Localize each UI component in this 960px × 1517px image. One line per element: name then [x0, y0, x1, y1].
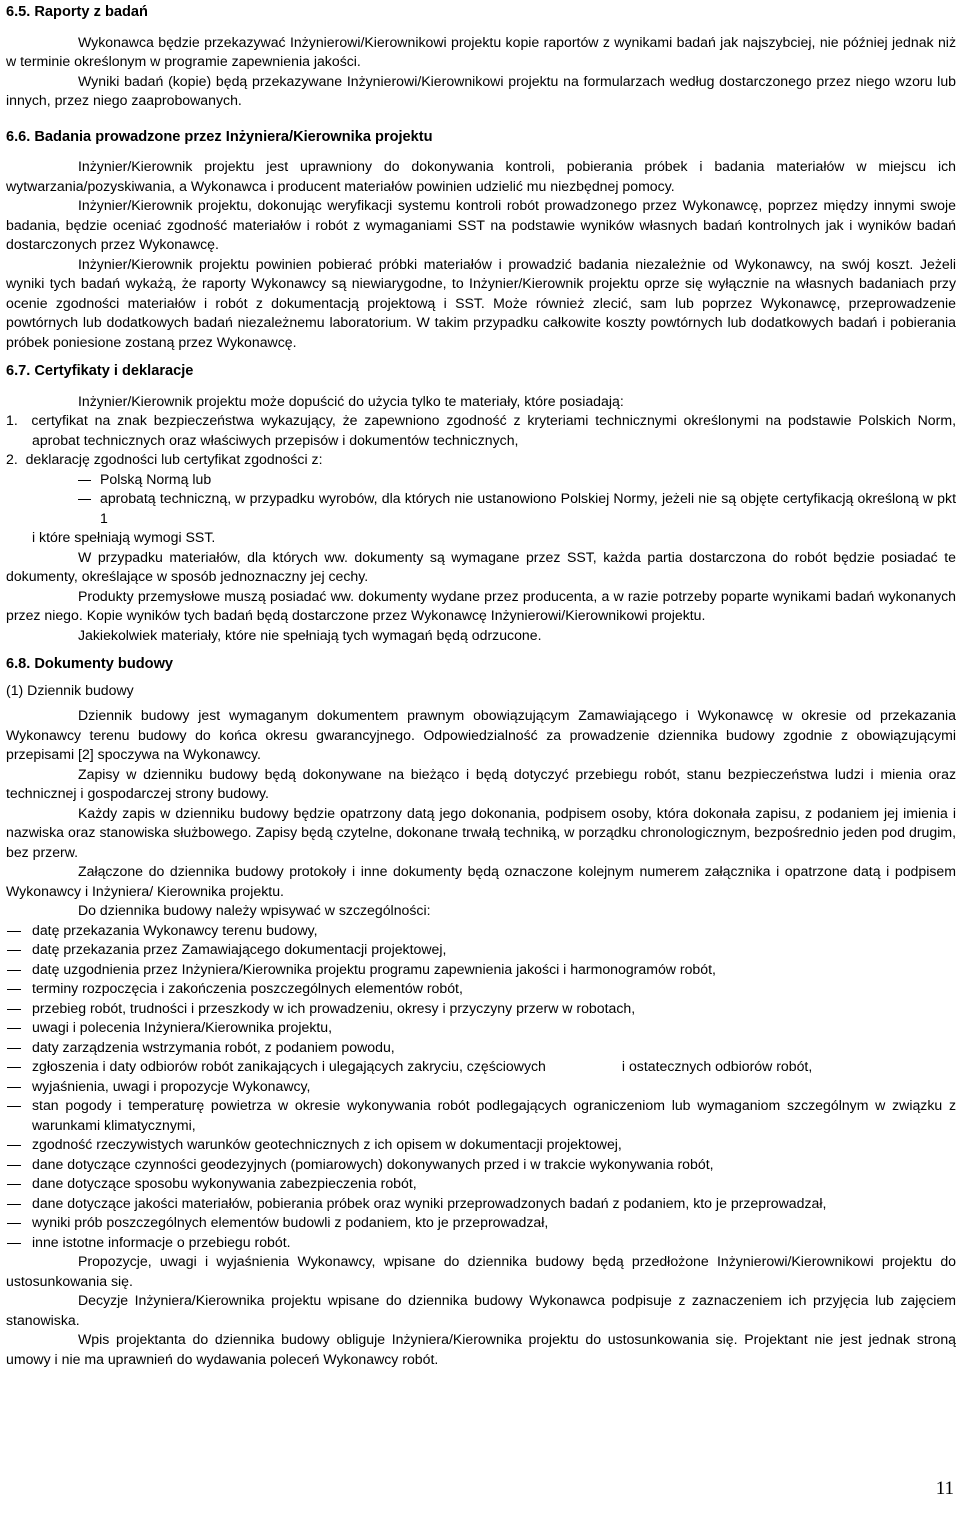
- diary-entry-list: [6, 921, 956, 1253]
- section-6-7-item-2: 2. deklarację zgodności lub certyfikat zgodności z:: [6, 451, 323, 467]
- list-item: datę przekazania Wykonawcy terenu budowy,: [6, 921, 956, 941]
- section-6-8-paragraph-1: Dziennik budowy jest wymaganym dokumentem prawnym obowiązującym Zamawiającego i Wykonawcę w okresie od przekazania Wykonawcy terenu budowy do końca okresu gwarancyjnego. Odpowiedzialność za prowadzenie dziennika budowy zgodnie z obowiązującymi przepisami [2] spoczywa na Wykonawcy.: [6, 707, 956, 762]
- list-item: dane dotyczące sposobu wykonywania zabezpieczenia robót,: [6, 1174, 956, 1194]
- list-item: wyjaśnienia, uwagi i propozycje Wykonawcy,: [6, 1077, 956, 1097]
- list-item: przebieg robót, trudności i przeszkody w ich prowadzeniu, okresy i przyczyny przerw w robotach,: [6, 999, 956, 1019]
- list-item: uwagi i polecenia Inżyniera/Kierownika projektu,: [6, 1018, 956, 1038]
- list-item: stan pogody i temperaturę powietrza w okresie wykonywania robót podlegających ograniczeniom lub wymaganiom szczególnym w związku z warunkami klimatycznymi,: [6, 1096, 956, 1135]
- section-6-8-paragraph-7: Decyzje Inżyniera/Kierownika projektu wpisane do dziennika budowy Wykonawca podpisuje z zaznaczeniem ich przyjęcia lub zajęciem stanowiska.: [6, 1292, 956, 1328]
- page-number: 11: [935, 1478, 954, 1499]
- section-6-5-paragraph-2: Wyniki badań (kopie) będą przekazywane Inżynierowi/Kierownikowi projektu na formularzach według dostarczonego przez niego wzoru lub innych, przez niego zaaprobowanych.: [6, 72, 956, 108]
- section-6-5-heading: 6.5. Raporty z badań: [6, 4, 148, 20]
- section-6-7-subitem-2: aprobatą techniczną, w przypadku wyrobów, dla których nie ustanowiono Polskiej Normy, jeżeli nie są objęte certyfikacją określoną w pkt 1: [6, 489, 956, 528]
- section-6-7-item-1: 1. certyfikat na znak bezpieczeństwa wykazujący, że zapewniono zgodność z kryteriami technicznymi określonymi na podstawie Polskich Norm, aprobat technicznych oraz właściwych przepisów i dokumentów technicznych,: [6, 412, 956, 448]
- list-item: terminy rozpoczęcia i zakończenia poszczególnych elementów robót,: [6, 979, 956, 999]
- section-6-6-heading: 6.6. Badania prowadzone przez Inżyniera/Kierownika projektu: [6, 128, 433, 145]
- section-6-8-heading: 6.8. Dokumenty budowy: [6, 656, 174, 672]
- list-item: zgodność rzeczywistych warunków geotechnicznych z ich opisem w dokumentacji projektowej,: [6, 1135, 956, 1155]
- list-item-text: zgłoszenia i daty odbiorów robót zanikających i ulegających zakryciu, częściowych: [32, 1058, 546, 1074]
- section-6-7-subitem-1: Polską Normą lub: [6, 470, 956, 490]
- section-6-7-paragraph-2: Produkty przemysłowe muszą posiadać ww. dokumenty wydane przez producenta, a w razie potrzeby poparte wynikami badań wykonanych przez niego. Kopie wyników tych badań będą dostarczone przez Wykonawcę Inżynierowi/Kierownikowi projektu.: [6, 587, 956, 623]
- list-item: inne istotne informacje o przebiegu robót.: [6, 1233, 956, 1253]
- section-6-8-paragraph-3: Każdy zapis w dzienniku budowy będzie opatrzony datą jego dokonania, podpisem osoby, która dokonała zapisu, z podaniem jej imienia i nazwiska oraz stanowiska służbowego. Zapisy będą czytelne, dokonane trwałą techniką, w porządku chronologicznym, bezpośrednio jeden pod drugim, bez przerw.: [6, 804, 956, 860]
- section-6-6-paragraph-2: Inżynier/Kierownik projektu, dokonując weryfikacji systemu kontroli robót prowadzonego przez Wykonawcę, poprzez między innymi swoje badania, będzie oceniać zgodność materiałów i robót z wymaganiami SST na podstawie wyników własnych badań kontrolnych jak i wyników badań dostarczonych przez Wykonawcę.: [6, 197, 956, 252]
- section-6-7-paragraph-1: W przypadku materiałów, dla których ww. dokumenty są wymagane przez SST, każda partia dostarczona do robót będzie posiadać te dokumenty, określające w sposób jednoznaczny jej cechy.: [6, 548, 956, 584]
- section-6-5-paragraph-1: Wykonawca będzie przekazywać Inżynierowi/Kierownikowi projektu kopie raportów z wynikami badań jak najszybciej, nie później jednak niż w terminie określonym w programie zapewnienia jakości.: [6, 33, 956, 69]
- section-6-8-subheading: (1) Dziennik budowy: [6, 681, 134, 698]
- list-item: datę przekazania przez Zamawiającego dokumentacji projektowej,: [6, 940, 956, 960]
- list-item: wyniki prób poszczególnych elementów budowli z podaniem, kto je przeprowadzał,: [6, 1213, 956, 1233]
- section-6-8-paragraph-2: Zapisy w dzienniku budowy będą dokonywane na bieżąco i będą dotyczyć przebiegu robót, stanu bezpieczeństwa ludzi i mienia oraz technicznej i gospodarczej strony budowy.: [6, 765, 956, 801]
- section-6-6-paragraph-1: Inżynier/Kierownik projektu jest uprawniony do dokonywania kontroli, pobierania próbek i badania materiałów w miejscu ich wytwarzania/pozyskiwania, a Wykonawca i producent materiałów powinien udzielić mu niezbędnej pomocy.: [6, 158, 956, 194]
- list-item: daty zarządzenia wstrzymania robót, z podaniem powodu,: [6, 1038, 956, 1058]
- section-6-8-paragraph-8: Wpis projektanta do dziennika budowy obliguje Inżyniera/Kierownika projektu do ustosunkowania się. Projektant nie jest jednak stroną umowy i nie ma uprawnień do wydawania poleceń Wykonawcy robót.: [6, 1331, 956, 1367]
- section-6-7-intro: Inżynier/Kierownik projektu może dopuścić do użycia tylko te materiały, które posiadają:: [78, 392, 624, 409]
- document-page: [6, 0, 956, 1369]
- section-6-7-tail: i które spełniają wymogi SST.: [32, 529, 216, 545]
- list-item: datę uzgodnienia przez Inżyniera/Kierownika projektu programu zapewnienia jakości i harmonogramów robót,: [6, 960, 956, 980]
- section-6-6-paragraph-3: Inżynier/Kierownik projektu powinien pobierać próbki materiałów i prowadzić badania niezależnie od Wykonawcy, na swój koszt. Jeżeli wyniki tych badań wykażą, że raporty Wykonawcy są niewiarygodne, to Inżynier/Kierownik projektu oprze się wyłącznie na własnych badaniach przy ocenie zgodności materiałów i robót z dokumentacją projektową i SST. Może również zlecić, sam lub poprzez Wykonawcę, przeprowadzenie powtórnych lub dodatkowych badań niezależnemu laboratorium. W takim przypadku całkowite koszty powtórnych lub dodatkowych badań i pobierania próbek poniesione zostaną przez Wykonawcę.: [6, 255, 956, 350]
- list-item-text-tail: i ostatecznych odbiorów robót,: [621, 1058, 813, 1074]
- list-item: dane dotyczące jakości materiałów, pobierania próbek oraz wyniki przeprowadzonych badań z podaniem, kto je przeprowadzał,: [6, 1194, 956, 1214]
- section-6-8-paragraph-5: Do dziennika budowy należy wpisywać w szczególności:: [78, 902, 431, 918]
- list-item: dane dotyczące czynności geodezyjnych (pomiarowych) dokonywanych przed i w trakcie wykonywania robót,: [6, 1155, 956, 1175]
- section-6-8-paragraph-4: Załączone do dziennika budowy protokoły i inne dokumenty będą oznaczone kolejnym numerem załącznika i opatrzone datą i podpisem Wykonawcy i Inżyniera/ Kierownika projektu.: [6, 863, 956, 899]
- list-item: [6, 1057, 956, 1077]
- section-6-8-paragraph-6: Propozycje, uwagi i wyjaśnienia Wykonawcy, wpisane do dziennika budowy będą przedłożone Inżynierowi/Kierownikowi projektu do ustosunkowania się.: [6, 1253, 956, 1289]
- section-6-7-heading: 6.7. Certyfikaty i deklaracje: [6, 363, 194, 379]
- section-6-7-paragraph-3: Jakiekolwiek materiały, które nie spełniają tych wymagań będą odrzucone.: [78, 626, 542, 643]
